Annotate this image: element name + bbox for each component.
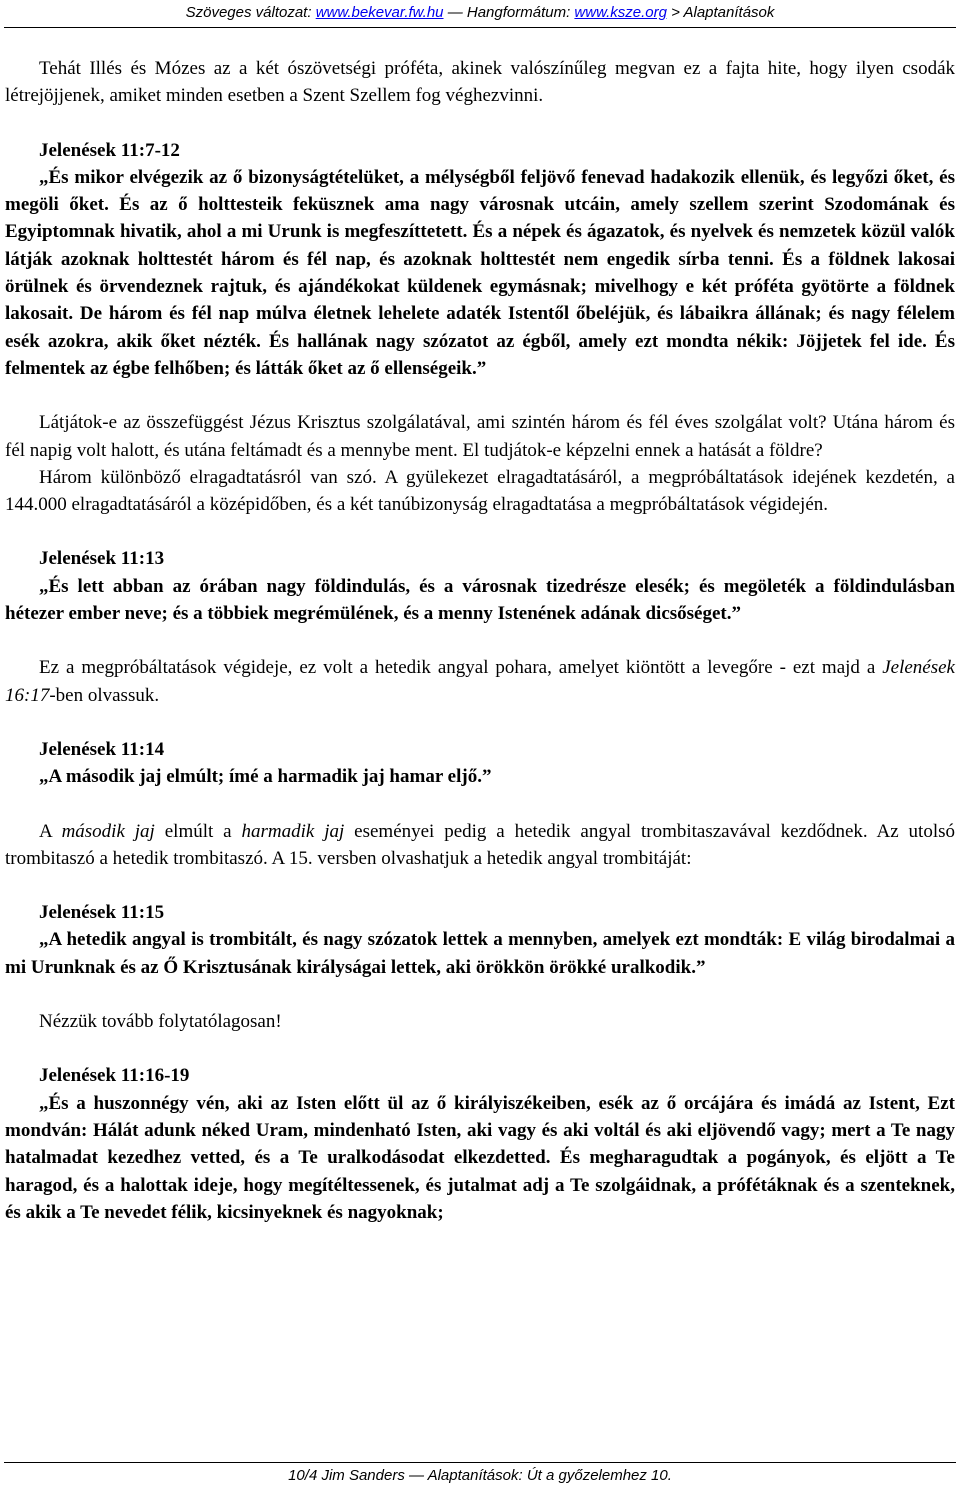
scripture-reference: Jelenések 11:14: [39, 738, 165, 760]
paragraph: Látjátok-e az összefüggést Jézus Krisztus szolgálatával, ami szintén három és fél éves szolgálat volt? Utána három és fél napig volt halott, és utána feltámadt és a mennybe ment. El tudjátok-e képzelni ennek a hatását a földre?: [5, 412, 955, 461]
italic-term: harmadik jaj: [241, 820, 345, 842]
scripture-reference: Jelenések 11:15: [39, 902, 165, 924]
document-body: [5, 55, 955, 1226]
scripture-quote: „És mikor elvégezik az ő bizonyságtételüket, a mélységből feljövő fenevad hadakozik ellenük, és legyőzi őket, és megöli őket. És az ő holttesteik feküsznek ama nagy városnak utcáin, amely szellem szerint Szodomának és Egyiptomnak hivatik, ahol a mi Urunk is megfeszíttetett. És a népek és ágazatok, és nyelvek és nemzetek közül valók látják azoknak holttestét három és fél nap, és azoknak holttestét nem engedik sírba tenni. És a földnek lakosai örülnek és örvendeznek rajtuk, és ajándékokat küldenek egymásnak; mivelhogy e két próféta gyötörte a földnek lakosait. De három és fél nap múlva életnek lehelete adaték Istentől őbeléjük, és lábaikra állának; és nagy félelem esék azokra, akik őket nézték. És hallának nagy szózatot az égből, amely ezt mondta nékik: Jöjjetek fel ide. És felmentek az égbe felhőben; és látták őket az ő ellenségeik.”: [5, 166, 955, 379]
scripture-quote: „És lett abban az órában nagy földindulás, és a városnak tizedrésze elesék; és megöleték a földindulásban hétezer ember neve; és a többiek megrémülének, és a menny Istenének adának dicsőséget.”: [5, 575, 955, 625]
page-footer: 10/4 Jim Sanders — Alaptanítások: Út a győzelemhez 10.: [288, 1467, 672, 1484]
scripture-quote: „A második jaj elmúlt; ímé a harmadik jaj hamar eljő.”: [39, 766, 492, 788]
paragraph-text: elmúlt a: [154, 820, 242, 842]
italic-term: második jaj: [61, 820, 155, 842]
scripture-quote: „És a huszonnégy vén, aki az Isten előtt ül az ő királyiszékeiben, esék az ő orcájára és imádá az Istent, Ezt mondván: Hálát adunk néked Uram, mindenható Isten, aki vagy és aki voltál és aki eljövendő vagy; mert a Te nagy hatalmadat kezedhez vetted, és a Te uralkodásodat elkezdetted. És megharagudtak a pogányok, és eljött a Te haragod, és a halottak ideje, hogy megítéltessenek, és jutalmat adj a Te szolgáidnak, a prófétáknak és a szenteknek, és akik a Te nevedet félik, kicsinyeknek és nagyoknak;: [5, 1092, 955, 1223]
scripture-reference: Jelenések 11:16-19: [39, 1065, 190, 1087]
paragraph: Három különböző elragadtatásról van szó. A gyülekezet elragadtatásáról, a megpróbáltatások idejének kezdetén, a 144.000 elragadtatásáról a középidőben, és a két tanúbizonyság elragadtatása a megpróbáltatások végidején.: [5, 466, 955, 516]
paragraph-intro: Tehát Illés és Mózes az a két ószövetségi próféta, akinek valószínűleg megvan ez a fajta hite, hogy ilyen csodák létrejöjjenek, amiket minden esetben a Szent Szellem fog véghezvinni.: [5, 58, 955, 107]
header-breadcrumb: > Alaptanítások: [671, 4, 775, 21]
audio-version-link[interactable]: www.ksze.org: [574, 4, 667, 21]
paragraph-text: Ez a megpróbáltatások végideje, ez volt a hetedik angyal pohara, amelyet kiöntött a levegőre - ezt majd a: [39, 657, 883, 679]
header-separator: —: [447, 4, 463, 21]
page-header: [0, 4, 960, 22]
footer-divider: [4, 1462, 956, 1463]
paragraph: [5, 654, 955, 709]
paragraph: [5, 818, 955, 873]
text-version-link[interactable]: www.bekevar.fw.hu: [315, 4, 444, 21]
scripture-reference: Jelenések 11:13: [39, 548, 165, 570]
scripture-quote: „A hetedik angyal is trombitált, és nagy szózatok lettek a mennyben, amelyek ezt mondták: E világ birodalmai a mi Urunknak és az Ő Krisztusának királyságai lettek, aki örökkön örökké uralkodik.”: [5, 929, 955, 978]
paragraph: Nézzük tovább folytatólagosan!: [39, 1011, 282, 1033]
header-audio-label: Hangformátum:: [466, 4, 571, 21]
scripture-reference: Jelenések 11:7-12: [39, 139, 180, 161]
paragraph-text: -ben olvassuk.: [49, 684, 160, 706]
paragraph-text: A: [39, 820, 62, 842]
header-text-label: Szöveges változat:: [185, 4, 312, 21]
italic-reference: Jelenések 16:17: [5, 657, 955, 706]
paragraph-text: eseményei pedig a hetedik angyal trombitaszavával kezdődnek. Az utolsó trombitaszó a hetedik trombitaszó. A 15. versben olvashatjuk a hetedik angyal trombitáját:: [5, 820, 956, 869]
header-divider: [4, 27, 956, 28]
